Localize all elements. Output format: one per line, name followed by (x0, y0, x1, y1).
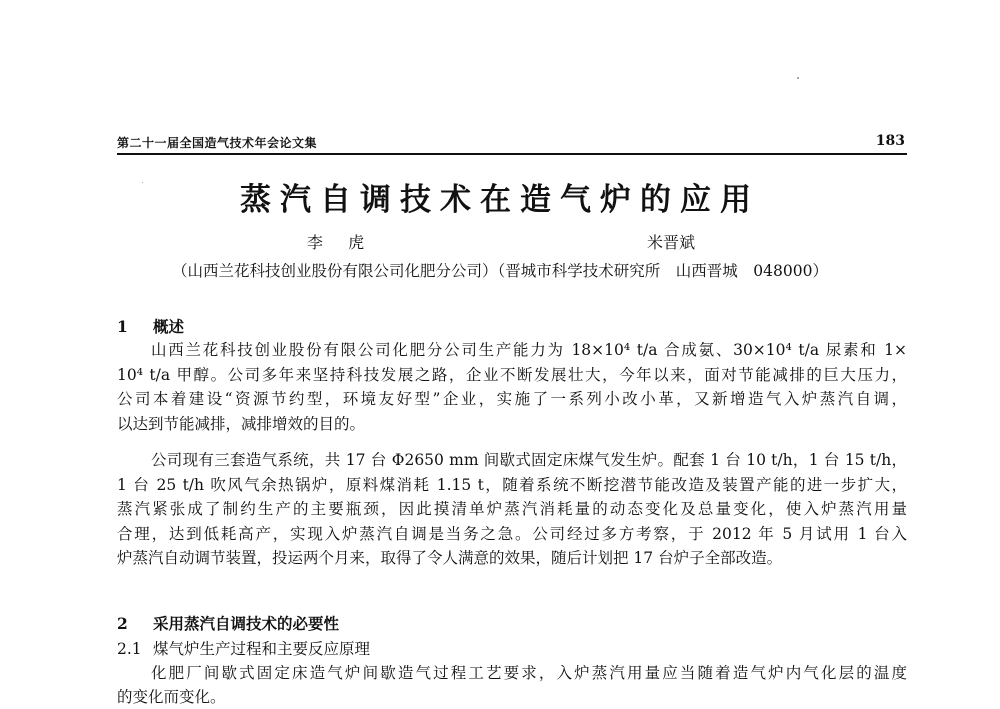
text-line: 1 台 25 t/h 吹风气余热锅炉，原料煤消耗 1.15 t，随着系统不断挖潜节能改造及装置产能的进一步扩大， (117, 475, 907, 494)
text-line: 10⁴ t/a 甲醇。公司多年来坚持科技发展之路，企业不断发展壮大，今年以来，面对节能减排的巨大压力， (117, 365, 907, 384)
running-header (117, 131, 907, 155)
section-number: 2 (117, 614, 128, 633)
subsection-heading (117, 637, 370, 659)
text-line: 化肥厂间歇式固定床造气炉间歇造气过程工艺要求，入炉蒸汽用量应当随着造气炉内气化层的温度 (151, 664, 907, 682)
text-line: 以达到节能减排，减排增效的目的。 (117, 414, 366, 433)
section-heading (117, 315, 184, 337)
section-title: 概述 (153, 317, 185, 336)
section-title: 采用蒸汽自调技术的必要性 (153, 614, 340, 633)
subsection-title: 煤气炉生产过程和主要反应原理 (153, 640, 371, 658)
text-line: 炉蒸汽自动调节装置，投运两个月来，取得了令人满意的效果，随后计划把 17 台炉子全部改造。 (117, 549, 783, 567)
paper-title: 蒸汽自调技术在造气炉的应用 (240, 182, 760, 218)
section-number: 1 (117, 317, 128, 336)
scan-speck (142, 182, 143, 183)
running-title: 第二十一届全国造气技术年会论文集 (117, 136, 318, 150)
text-line: 的变化而变化。 (117, 688, 226, 706)
author-name: 李 虎 (307, 233, 375, 252)
text-line: 公司本着建设“资源节约型，环境友好型”企业，实施了一系列小改小革，又新增造气入炉蒸汽自调， (117, 390, 907, 408)
page-number: 183 (875, 133, 905, 149)
author-affiliations: （山西兰花科技创业股份有限公司化肥分公司）（晋城市科学技术研究所 山西晋城 048000） (172, 262, 828, 280)
text-line: 合理，达到低耗高产，实现入炉蒸汽自调是当务之急。公司经过多方考察，于 2012 年 5 月试用 1 台入 (117, 524, 907, 543)
subsection-number: 2.1 (117, 640, 142, 658)
section-heading (117, 612, 339, 634)
text-line: 公司现有三套造气系统，共 17 台 Φ2650 mm 间歇式固定床煤气发生炉。配套 1 台 10 t/h，1 台 15 t/h， (151, 451, 907, 469)
text-line: 蒸汽紧张成了制约生产的主要瓶颈，因此摸清单炉蒸汽消耗量的动态变化及总量变化，使入炉蒸汽用量 (117, 500, 907, 518)
author-name: 米晋斌 (647, 233, 696, 252)
scan-speck (797, 77, 799, 79)
text-line: 山西兰花科技创业股份有限公司化肥分公司生产能力为 18×10⁴ t/a 合成氨、30×10⁴ t/a 尿素和 1× (151, 341, 907, 359)
